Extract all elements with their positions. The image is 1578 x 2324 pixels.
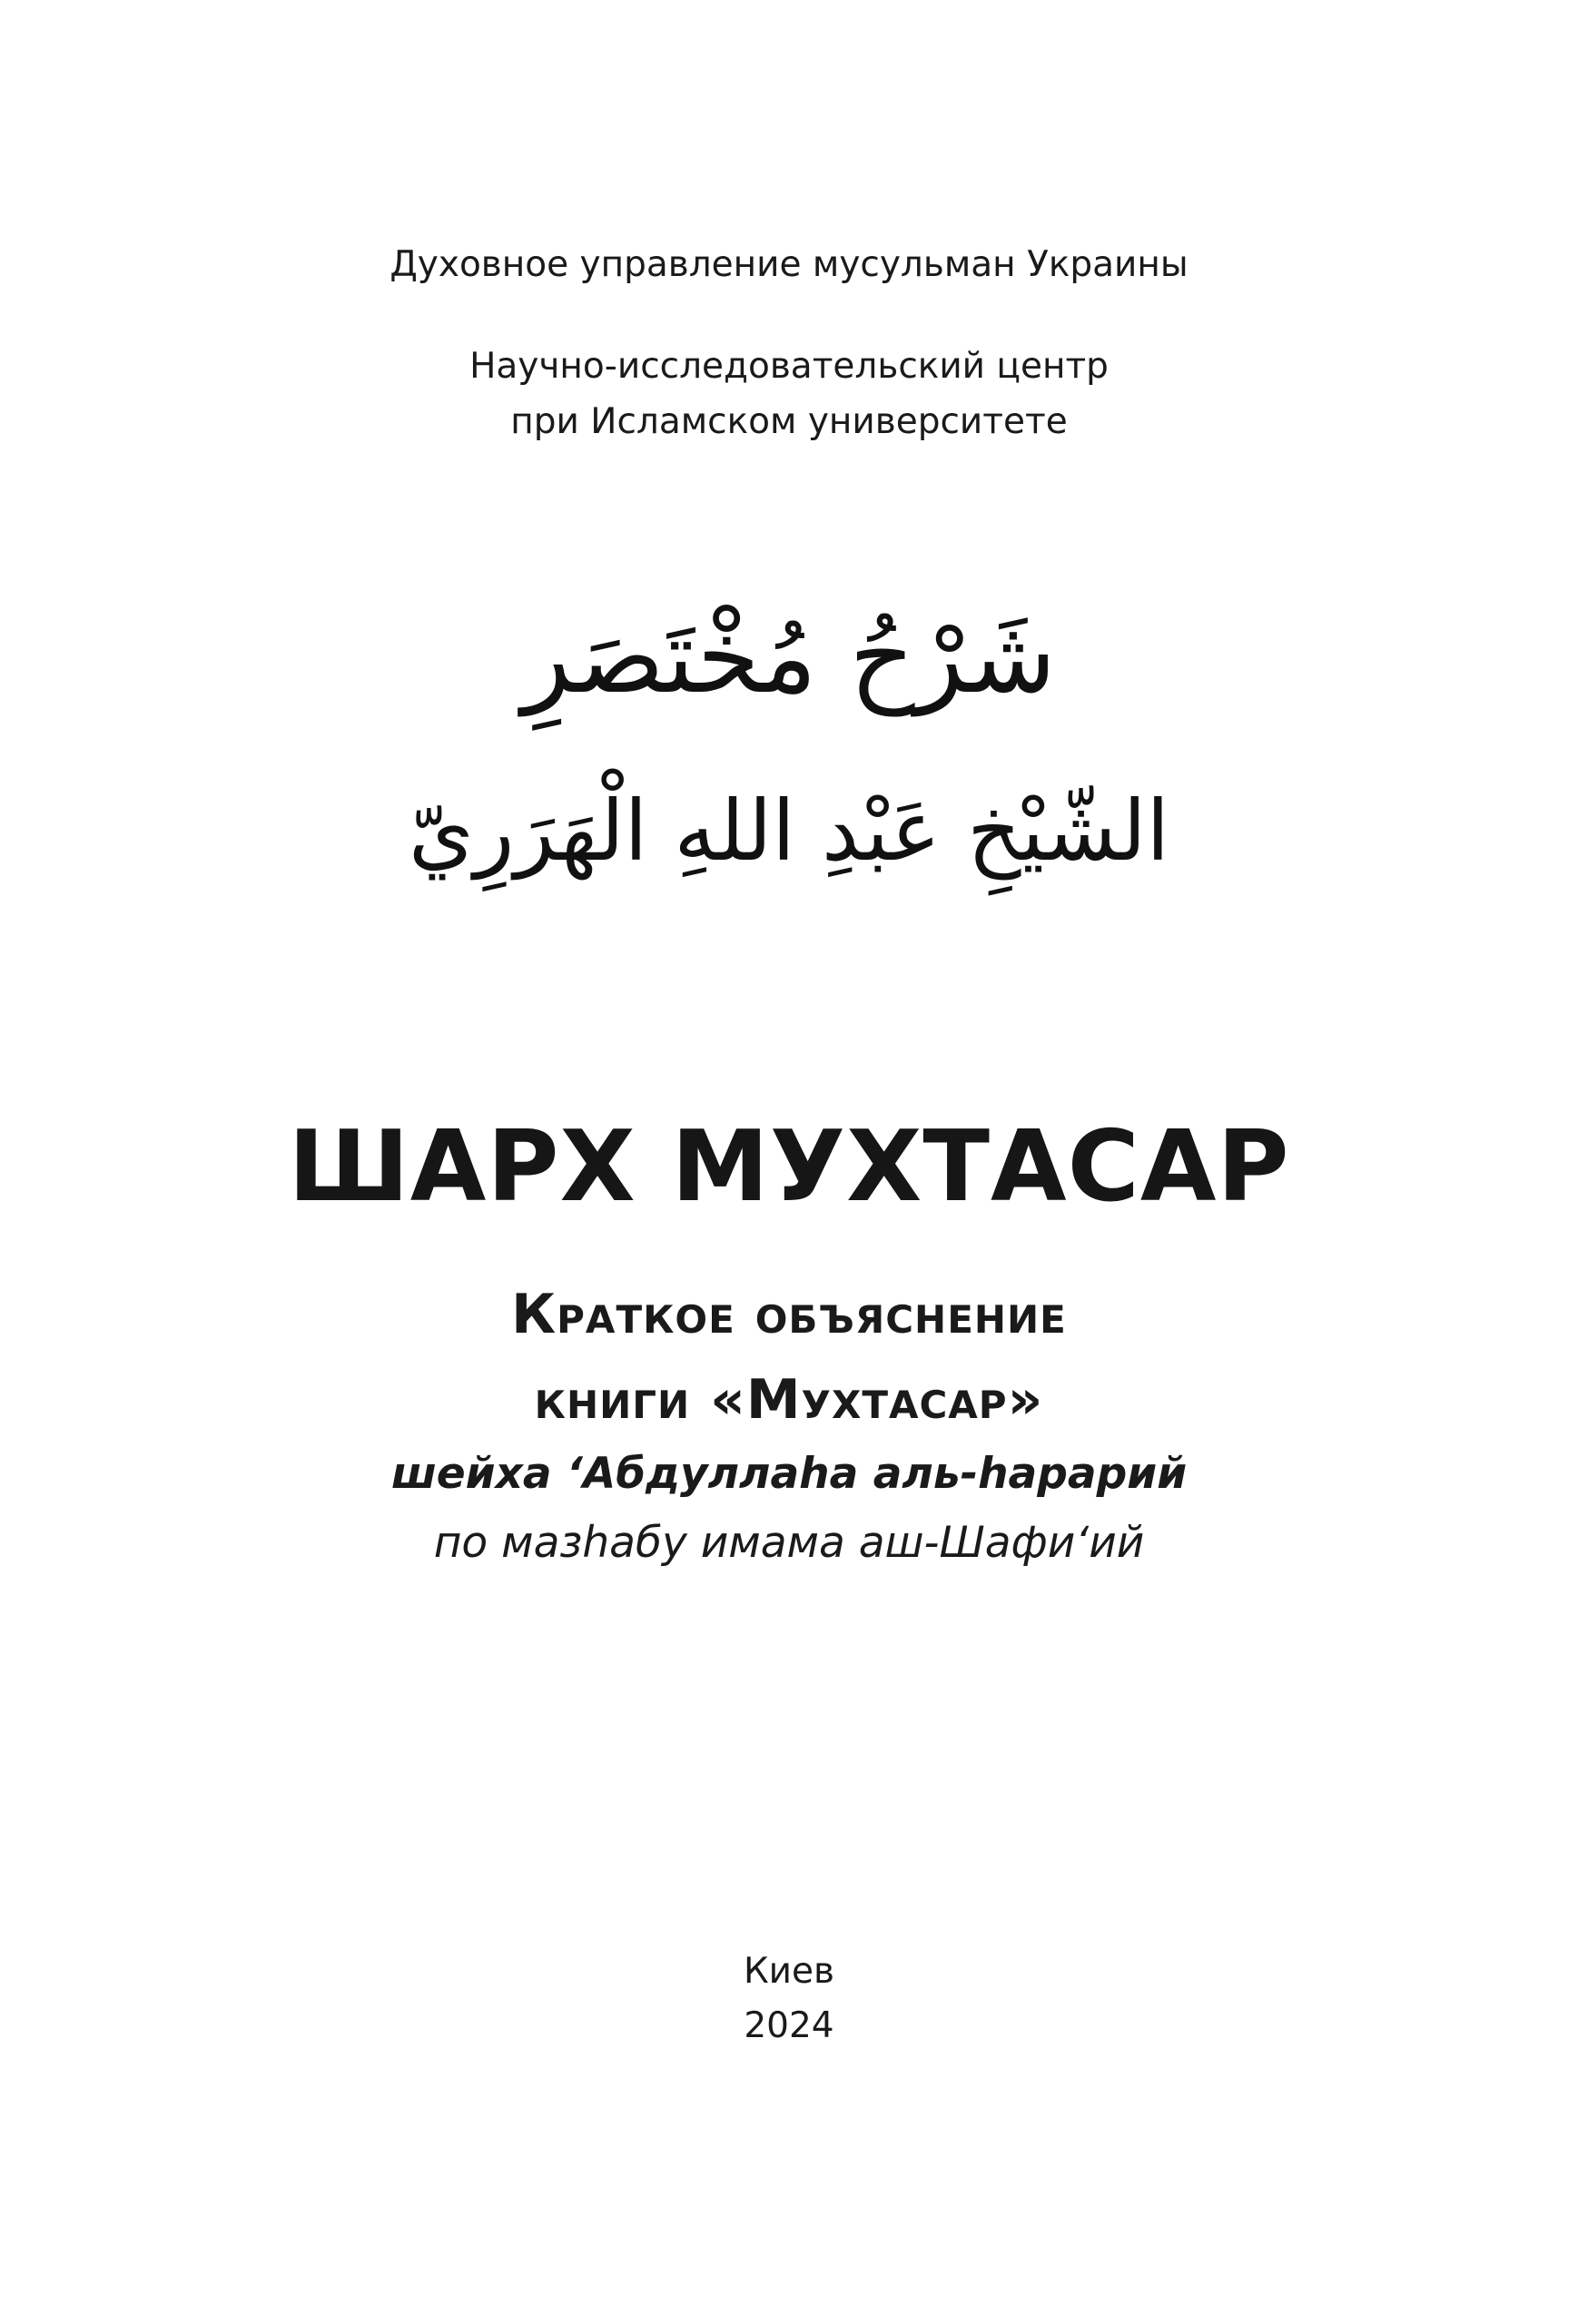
madhab-line: по мазһабу имама аш-Шафи‘ий	[433, 1518, 1145, 1568]
arabic-title-line-2: الشّيْخِ عَبْدِ اللهِ الْهَرَرِيّ	[408, 783, 1170, 880]
book-subtitle-line-1: Краткое объяснение	[511, 1283, 1067, 1346]
publisher-name: Духовное управление мусульман Украины	[390, 244, 1188, 285]
arabic-title-line-1: شَرْحُ مُخْتَصَرِ	[521, 598, 1057, 716]
book-subtitle-line-2: книги «Мухтасар»	[534, 1368, 1044, 1432]
research-center-affiliation: при Исламском университете	[510, 401, 1068, 442]
research-center-name: Научно-исследовательский центр	[469, 346, 1109, 387]
author-line: шейха ‘Абдуллаһа аль-һарарий	[390, 1449, 1188, 1499]
book-title: ШАРХ МУХТАСАР	[288, 1110, 1290, 1224]
imprint-city: Киев	[743, 1951, 834, 1992]
imprint-year: 2024	[744, 2005, 834, 2046]
